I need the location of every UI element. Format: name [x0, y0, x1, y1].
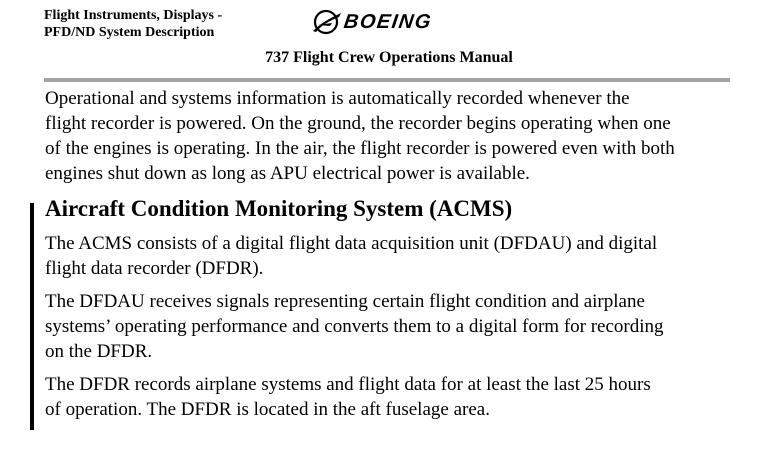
- acms-heading: Aircraft Condition Monitoring System (ACMS): [45, 196, 513, 221]
- logo-wordmark: BOEING: [342, 11, 434, 33]
- page-content: [45, 86, 735, 422]
- revision-change-bar: [30, 203, 34, 430]
- section-title-line2: PFD/ND System Description: [44, 25, 215, 40]
- section-title-line1: Flight Instruments, Displays -: [44, 8, 223, 23]
- intro-paragraph: Operational and systems information is automatically recorded whenever the flight recorder is powered. On the ground, the recorder begins operating when one of the engines is operating. In the air, the flight recorder is powered even with both engines shut down as long as APU electrical power is available.: [45, 88, 675, 184]
- acms-paragraph-2: The DFDAU receives signals representing certain flight condition and airplane systems’ operating performance and converts them to a digital form for recording on the DFDR.: [45, 291, 664, 362]
- boeing-logo: [312, 9, 432, 35]
- acms-paragraph-3: The DFDR records airplane systems and flight data for at least the last 25 hours of operation. The DFDR is located in the aft fuselage area.: [45, 374, 651, 420]
- manual-title: 737 Flight Crew Operations Manual: [265, 49, 513, 66]
- acms-paragraph-1: The ACMS consists of a digital flight data acquisition unit (DFDAU) and digital flight data recorder (DFDR).: [45, 233, 658, 279]
- boeing-logo-icon: [312, 9, 342, 35]
- section-title: [44, 7, 222, 41]
- header-divider: [44, 78, 730, 82]
